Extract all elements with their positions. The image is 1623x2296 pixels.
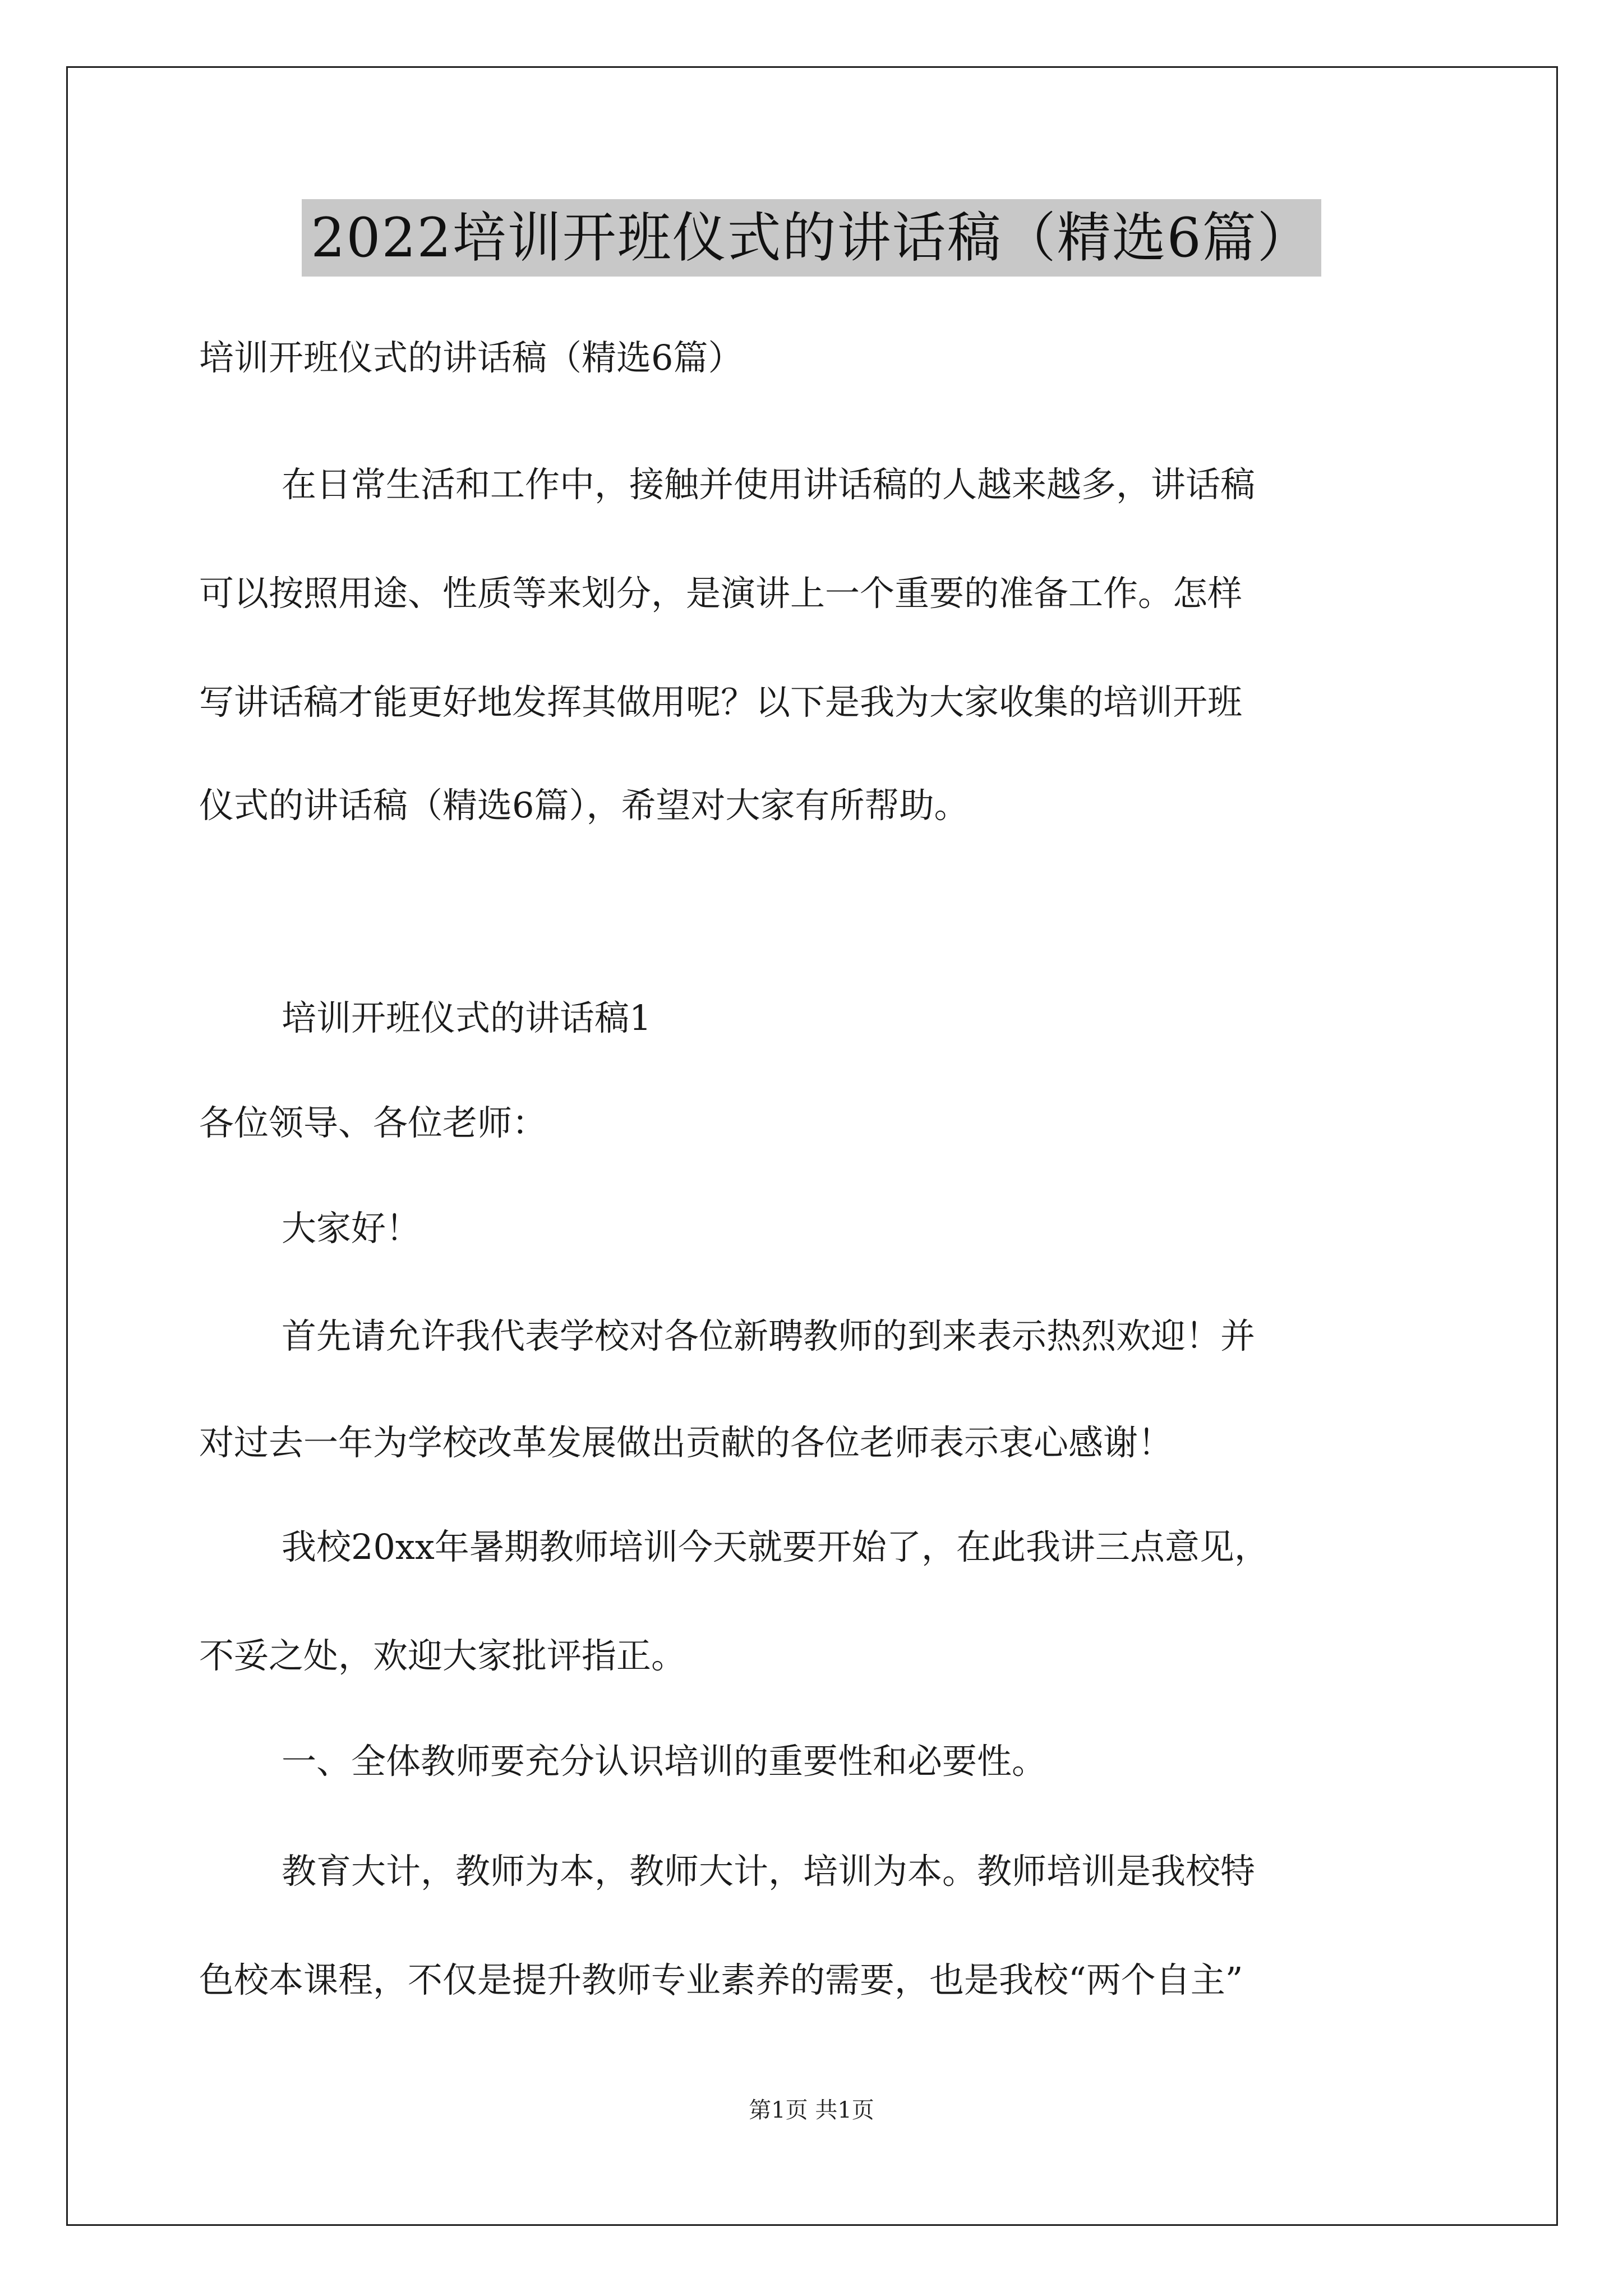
title-container	[0, 199, 1623, 277]
salutation-line: 各位领导、各位老师：	[199, 1102, 547, 1143]
section-heading-1: 培训开班仪式的讲话稿1	[282, 997, 652, 1038]
intro-line-1: 在日常生活和工作中，接触并使用讲话稿的人越来越多，讲话稿	[282, 464, 1256, 505]
subtitle-line: 培训开班仪式的讲话稿（精选6篇）	[199, 337, 743, 378]
page-border	[66, 66, 1558, 2226]
para-1-line-2: 对过去一年为学校改革发展做出贡献的各位老师表示衷心感谢！	[199, 1422, 1173, 1463]
page-footer: 第1页 共1页	[749, 2097, 874, 2123]
para-2-line-1: 我校20xx年暑期教师培训今天就要开始了，在此我讲三点意见，	[282, 1526, 1269, 1567]
para-3-line-1: 教育大计，教师为本，教师大计，培训为本。教师培训是我校特	[282, 1851, 1256, 1892]
intro-line-3: 写讲话稿才能更好地发挥其做用呢？以下是我为大家收集的培训开班	[199, 682, 1243, 723]
intro-line-4: 仪式的讲话稿（精选6篇），希望对大家有所帮助。	[199, 785, 969, 826]
para-3-line-2: 色校本课程，不仅是提升教师专业素养的需要，也是我校“两个自主”	[199, 1959, 1243, 2000]
para-1-line-1: 首先请允许我代表学校对各位新聘教师的到来表示热烈欢迎！并	[282, 1315, 1256, 1356]
greeting-line: 大家好！	[282, 1208, 421, 1249]
intro-line-2: 可以按照用途、性质等来划分，是演讲上一个重要的准备工作。怎样	[199, 573, 1243, 614]
para-2-line-2: 不妥之处，欢迎大家批评指正。	[199, 1635, 686, 1676]
point-1-heading: 一、全体教师要充分认识培训的重要性和必要性。	[282, 1741, 1047, 1782]
document-title: 2022培训开班仪式的讲话稿（精选6篇）	[302, 199, 1321, 277]
